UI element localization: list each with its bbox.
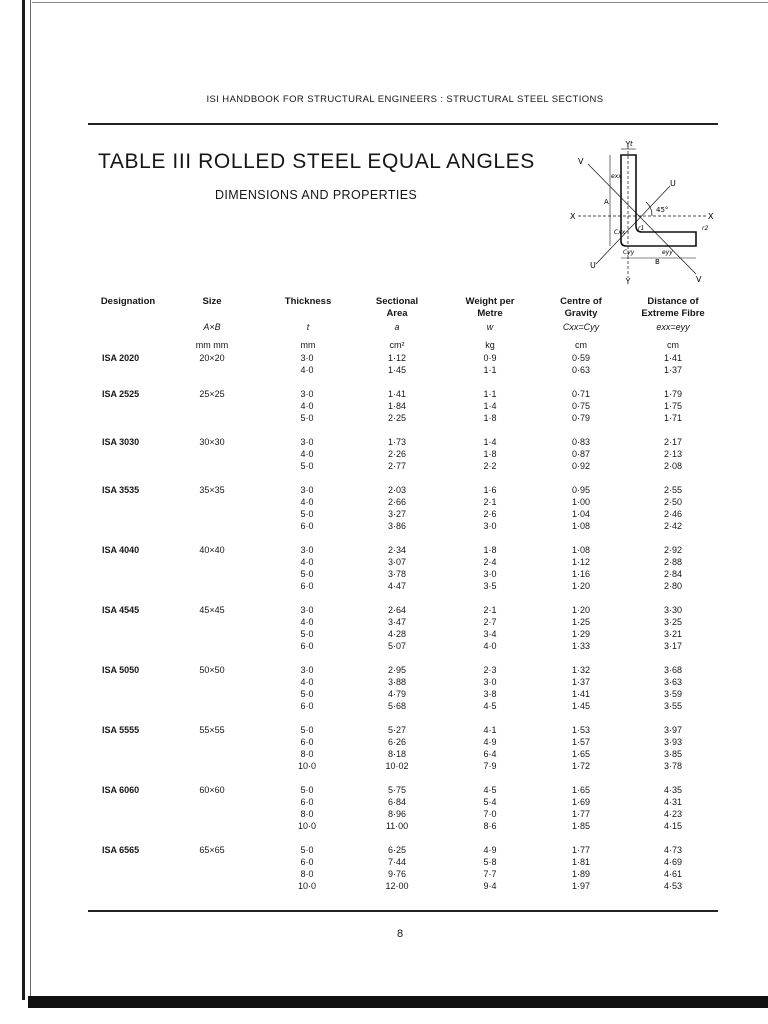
thickness-cell: 5·0: [300, 461, 314, 471]
label-exx: exx: [611, 173, 622, 180]
centre-of-gravity-cell: 1·20: [571, 581, 590, 591]
thickness-cell: 8·0: [300, 809, 314, 819]
extreme-fibre-cell: 3·93: [663, 737, 682, 747]
column-symbol-3: t: [306, 322, 310, 332]
area-cell: 3·86: [387, 521, 406, 531]
thickness-cell: 6·0: [300, 797, 314, 807]
label-cyy: Cyy: [623, 249, 635, 256]
centre-of-gravity-cell: 1·25: [571, 617, 590, 627]
area-cell: 6·26: [387, 737, 406, 747]
thickness-cell: 3·0: [300, 605, 314, 615]
designation-cell: ISA 5050: [102, 665, 140, 675]
column-header-line: Centre of: [560, 296, 602, 307]
column-symbol-7: exx=eyy: [656, 322, 690, 332]
area-cell: 11·00: [385, 821, 409, 831]
label-r1: r1: [638, 225, 645, 232]
designation-cell: ISA 3030: [102, 437, 140, 447]
area-cell: 1·73: [387, 437, 406, 447]
thickness-cell: 6·0: [300, 857, 314, 867]
table-title: TABLE III ROLLED STEEL EQUAL ANGLES: [98, 150, 535, 173]
scan-bottom-bar: [28, 996, 768, 1008]
thickness-cell: 6·0: [300, 737, 314, 747]
thickness-cell: 5·0: [300, 569, 314, 579]
label-45-degree: 45°: [656, 206, 669, 214]
centre-of-gravity-cell: 1·32: [571, 665, 590, 675]
extreme-fibre-cell: 2·50: [663, 497, 682, 507]
area-cell: 4·47: [387, 581, 406, 591]
centre-of-gravity-cell: 1·77: [571, 809, 590, 819]
weight-cell: 1·8: [483, 545, 497, 555]
area-cell: 1·12: [387, 353, 406, 363]
centre-of-gravity-cell: 0·59: [571, 353, 590, 363]
weight-cell: 1·4: [483, 437, 497, 447]
centre-of-gravity-cell: 1·85: [571, 821, 590, 831]
size-cell: 50×50: [199, 665, 225, 675]
extreme-fibre-cell: 3·59: [663, 689, 682, 699]
thickness-cell: 4·0: [300, 365, 314, 375]
extreme-fibre-cell: 4·61: [663, 869, 682, 879]
area-cell: 12·00: [385, 881, 409, 891]
centre-of-gravity-cell: 0·92: [571, 461, 590, 471]
thickness-cell: 5·0: [300, 725, 314, 735]
weight-cell: 3·0: [483, 569, 497, 579]
area-cell: 9·76: [387, 869, 406, 879]
column-symbol-4: a: [394, 322, 400, 332]
size-cell: 60×60: [199, 785, 225, 795]
extreme-fibre-cell: 3·97: [663, 725, 682, 735]
thickness-cell: 3·0: [300, 353, 314, 363]
weight-cell: 2·2: [483, 461, 497, 471]
v-axis: [588, 164, 696, 274]
weight-cell: 7·9: [483, 761, 497, 771]
extreme-fibre-cell: 2·55: [663, 485, 682, 495]
designation-cell: ISA 6060: [102, 785, 140, 795]
weight-cell: 3·5: [483, 581, 497, 591]
column-unit-5: kg: [485, 340, 495, 350]
weight-cell: 2·1: [483, 497, 497, 507]
centre-of-gravity-cell: 0·83: [571, 437, 590, 447]
area-cell: 3·27: [387, 509, 406, 519]
label-eyy: eyy: [662, 249, 673, 256]
weight-cell: 3·8: [483, 689, 497, 699]
weight-cell: 1·4: [483, 401, 497, 411]
column-header-line: Thickness: [284, 296, 332, 307]
designation-cell: ISA 2525: [102, 389, 140, 399]
column-header-line: Area: [386, 308, 408, 319]
area-cell: 2·64: [387, 605, 406, 615]
weight-cell: 4·5: [483, 785, 497, 795]
thickness-cell: 5·0: [300, 785, 314, 795]
thickness-cell: 5·0: [300, 845, 314, 855]
centre-of-gravity-cell: 0·63: [571, 365, 590, 375]
centre-of-gravity-cell: 1·08: [571, 545, 590, 555]
weight-cell: 1·8: [483, 413, 497, 423]
size-cell: 45×45: [199, 605, 225, 615]
centre-of-gravity-cell: 1·04: [571, 509, 590, 519]
thickness-cell: 10·0: [297, 821, 316, 831]
centre-of-gravity-cell: 1·97: [571, 881, 590, 891]
thickness-cell: 4·0: [300, 617, 314, 627]
thickness-cell: 4·0: [300, 497, 314, 507]
weight-cell: 7·0: [483, 809, 497, 819]
top-rule: [88, 123, 718, 125]
extreme-fibre-cell: 2·42: [663, 521, 682, 531]
column-header-line: Size: [202, 296, 222, 307]
weight-cell: 4·9: [483, 737, 497, 747]
extreme-fibre-cell: 3·17: [663, 641, 682, 651]
centre-of-gravity-cell: 1·33: [571, 641, 590, 651]
size-cell: 65×65: [199, 845, 225, 855]
extreme-fibre-cell: 4·69: [663, 857, 682, 867]
area-cell: 1·84: [387, 401, 406, 411]
column-unit-2: mm mm: [195, 340, 229, 350]
extreme-fibre-cell: 3·85: [663, 749, 682, 759]
thickness-cell: 5·0: [300, 509, 314, 519]
extreme-fibre-cell: 4·31: [663, 797, 682, 807]
column-header-line: Extreme Fibre: [641, 308, 705, 319]
centre-of-gravity-cell: 1·29: [571, 629, 590, 639]
label-y-top: Y: [625, 140, 631, 149]
weight-cell: 2·7: [483, 617, 497, 627]
label-u-top: U: [670, 179, 676, 188]
extreme-fibre-cell: 3·78: [663, 761, 682, 771]
extreme-fibre-cell: 2·88: [663, 557, 682, 567]
area-cell: 3·07: [387, 557, 406, 567]
thickness-cell: 10·0: [297, 761, 316, 771]
thickness-cell: 4·0: [300, 449, 314, 459]
extreme-fibre-cell: 4·73: [663, 845, 682, 855]
area-cell: 10·02: [385, 761, 409, 771]
extreme-fibre-cell: 3·68: [663, 665, 682, 675]
column-header-line: Designation: [100, 296, 156, 307]
centre-of-gravity-cell: 1·20: [571, 605, 590, 615]
thickness-cell: 4·0: [300, 557, 314, 567]
centre-of-gravity-cell: 1·37: [571, 677, 590, 687]
weight-cell: 1·1: [483, 365, 497, 375]
designation-cell: ISA 5555: [102, 725, 140, 735]
area-cell: 8·96: [387, 809, 406, 819]
column-header-line: Weight per: [465, 296, 515, 307]
extreme-fibre-cell: 4·23: [663, 809, 682, 819]
label-t: t: [630, 140, 633, 148]
extreme-fibre-cell: 2·08: [663, 461, 682, 471]
weight-cell: 2·1: [483, 605, 497, 615]
thickness-cell: 4·0: [300, 401, 314, 411]
extreme-fibre-cell: 3·21: [663, 629, 682, 639]
column-unit-6: cm: [575, 340, 587, 350]
area-cell: 2·34: [387, 545, 406, 555]
extreme-fibre-cell: 2·92: [663, 545, 682, 555]
column-unit-7: cm: [667, 340, 679, 350]
centre-of-gravity-cell: 0·87: [571, 449, 590, 459]
centre-of-gravity-cell: 1·53: [571, 725, 590, 735]
thickness-cell: 6·0: [300, 701, 314, 711]
label-b: B: [655, 258, 660, 266]
weight-cell: 4·1: [483, 725, 497, 735]
weight-cell: 1·6: [483, 485, 497, 495]
designation-cell: ISA 4040: [102, 545, 140, 555]
area-cell: 6·25: [387, 845, 406, 855]
thickness-cell: 3·0: [300, 545, 314, 555]
centre-of-gravity-cell: 1·57: [571, 737, 590, 747]
area-cell: 5·27: [387, 725, 406, 735]
centre-of-gravity-cell: 0·79: [571, 413, 590, 423]
scan-edge-shadow: [22, 0, 25, 1000]
scan-top-line: [32, 2, 768, 3]
running-head: ISI HANDBOOK FOR STRUCTURAL ENGINEERS : STRUCTURAL STEEL SECTIONS: [206, 94, 604, 105]
extreme-fibre-cell: 3·25: [663, 617, 682, 627]
page-number: 8: [396, 928, 404, 940]
area-cell: 2·77: [387, 461, 406, 471]
extreme-fibre-cell: 2·80: [663, 581, 682, 591]
area-cell: 3·78: [387, 569, 406, 579]
area-cell: 2·03: [387, 485, 406, 495]
angle-section-diagram: [566, 140, 716, 285]
centre-of-gravity-cell: 1·65: [571, 749, 590, 759]
size-cell: 55×55: [199, 725, 225, 735]
extreme-fibre-cell: 2·46: [663, 509, 682, 519]
weight-cell: 1·1: [483, 389, 497, 399]
weight-cell: 4·9: [483, 845, 497, 855]
label-x-right: X: [708, 212, 714, 221]
area-cell: 2·95: [387, 665, 406, 675]
weight-cell: 2·3: [483, 665, 497, 675]
angle-outline: [621, 155, 696, 246]
extreme-fibre-cell: 1·75: [663, 401, 682, 411]
centre-of-gravity-cell: 0·71: [571, 389, 590, 399]
centre-of-gravity-cell: 1·00: [571, 497, 590, 507]
scan-edge-line: [30, 0, 31, 1000]
thickness-cell: 3·0: [300, 437, 314, 447]
size-cell: 25×25: [199, 389, 225, 399]
thickness-cell: 4·0: [300, 677, 314, 687]
centre-of-gravity-cell: 1·65: [571, 785, 590, 795]
area-cell: 5·07: [387, 641, 406, 651]
thickness-cell: 3·0: [300, 665, 314, 675]
area-cell: 3·88: [387, 677, 406, 687]
weight-cell: 0·9: [483, 353, 497, 363]
thickness-cell: 3·0: [300, 389, 314, 399]
extreme-fibre-cell: 1·37: [663, 365, 682, 375]
area-cell: 4·79: [387, 689, 406, 699]
thickness-cell: 3·0: [300, 485, 314, 495]
extreme-fibre-cell: 1·79: [663, 389, 682, 399]
centre-of-gravity-cell: 1·45: [571, 701, 590, 711]
area-cell: 7·44: [387, 857, 406, 867]
weight-cell: 2·6: [483, 509, 497, 519]
thickness-cell: 10·0: [297, 881, 316, 891]
centre-of-gravity-cell: 1·77: [571, 845, 590, 855]
area-cell: 2·66: [387, 497, 406, 507]
weight-cell: 3·4: [483, 629, 497, 639]
extreme-fibre-cell: 4·15: [663, 821, 682, 831]
area-cell: 1·45: [387, 365, 406, 375]
weight-cell: 4·0: [483, 641, 497, 651]
column-header-line: Gravity: [564, 308, 598, 319]
angle-arc: [646, 202, 652, 216]
thickness-cell: 8·0: [300, 749, 314, 759]
bottom-rule: [88, 910, 718, 912]
label-cxx: Cxx: [614, 229, 626, 236]
designation-cell: ISA 3535: [102, 485, 140, 495]
weight-cell: 1·8: [483, 449, 497, 459]
weight-cell: 2·4: [483, 557, 497, 567]
extreme-fibre-cell: 3·30: [663, 605, 682, 615]
column-header-7: [613, 296, 733, 320]
size-cell: 30×30: [199, 437, 225, 447]
centre-of-gravity-cell: 1·08: [571, 521, 590, 531]
centre-of-gravity-cell: 1·81: [571, 857, 590, 867]
column-unit-4: cm²: [389, 340, 405, 350]
area-cell: 2·26: [387, 449, 406, 459]
table-subtitle: DIMENSIONS AND PROPERTIES: [215, 188, 418, 202]
extreme-fibre-cell: 1·71: [663, 413, 682, 423]
column-symbol-2: A×B: [203, 322, 221, 332]
column-symbol-5: w: [486, 322, 494, 332]
extreme-fibre-cell: 1·41: [663, 353, 682, 363]
size-cell: 20×20: [199, 353, 225, 363]
designation-cell: ISA 6565: [102, 845, 140, 855]
thickness-cell: 5·0: [300, 629, 314, 639]
designation-cell: ISA 2020: [102, 353, 140, 363]
area-cell: 1·41: [387, 389, 406, 399]
area-cell: 5·68: [387, 701, 406, 711]
column-header-line: Distance of: [647, 296, 699, 307]
weight-cell: 8·6: [483, 821, 497, 831]
label-u-bottom: U: [590, 261, 596, 270]
weight-cell: 7·7: [483, 869, 497, 879]
extreme-fibre-cell: 4·53: [663, 881, 682, 891]
weight-cell: 5·4: [483, 797, 497, 807]
thickness-cell: 5·0: [300, 689, 314, 699]
weight-cell: 3·0: [483, 677, 497, 687]
size-cell: 40×40: [199, 545, 225, 555]
centre-of-gravity-cell: 1·12: [571, 557, 590, 567]
centre-of-gravity-cell: 0·95: [571, 485, 590, 495]
thickness-cell: 6·0: [300, 581, 314, 591]
label-x-left: X: [570, 212, 576, 221]
designation-cell: ISA 4545: [102, 605, 140, 615]
extreme-fibre-cell: 3·63: [663, 677, 682, 687]
label-a: A: [604, 198, 609, 206]
column-header-line: Sectional: [375, 296, 419, 307]
centre-of-gravity-cell: 1·41: [571, 689, 590, 699]
label-v-bottom: V: [696, 275, 702, 284]
area-cell: 4·28: [387, 629, 406, 639]
extreme-fibre-cell: 2·13: [663, 449, 682, 459]
area-cell: 5·75: [387, 785, 406, 795]
weight-cell: 3·0: [483, 521, 497, 531]
column-header-line: Metre: [477, 308, 503, 319]
label-y-bottom: Y: [625, 277, 631, 285]
thickness-cell: 6·0: [300, 641, 314, 651]
weight-cell: 6·4: [483, 749, 497, 759]
weight-cell: 4·5: [483, 701, 497, 711]
thickness-cell: 5·0: [300, 413, 314, 423]
thickness-cell: 6·0: [300, 521, 314, 531]
area-cell: 8·18: [387, 749, 406, 759]
centre-of-gravity-cell: 0·75: [571, 401, 590, 411]
extreme-fibre-cell: 4·35: [663, 785, 682, 795]
weight-cell: 5·8: [483, 857, 497, 867]
area-cell: 6·84: [387, 797, 406, 807]
column-symbol-6: Cxx=Cyy: [562, 322, 600, 332]
label-v-top: V: [578, 157, 584, 166]
extreme-fibre-cell: 2·17: [663, 437, 682, 447]
centre-of-gravity-cell: 1·16: [571, 569, 590, 579]
thickness-cell: 8·0: [300, 869, 314, 879]
label-r2: r2: [702, 225, 709, 232]
extreme-fibre-cell: 3·55: [663, 701, 682, 711]
extreme-fibre-cell: 2·84: [663, 569, 682, 579]
centre-of-gravity-cell: 1·72: [571, 761, 590, 771]
column-unit-3: mm: [300, 340, 316, 350]
weight-cell: 9·4: [483, 881, 497, 891]
centre-of-gravity-cell: 1·89: [571, 869, 590, 879]
area-cell: 3·47: [387, 617, 406, 627]
area-cell: 2·25: [387, 413, 406, 423]
size-cell: 35×35: [199, 485, 225, 495]
centre-of-gravity-cell: 1·69: [571, 797, 590, 807]
